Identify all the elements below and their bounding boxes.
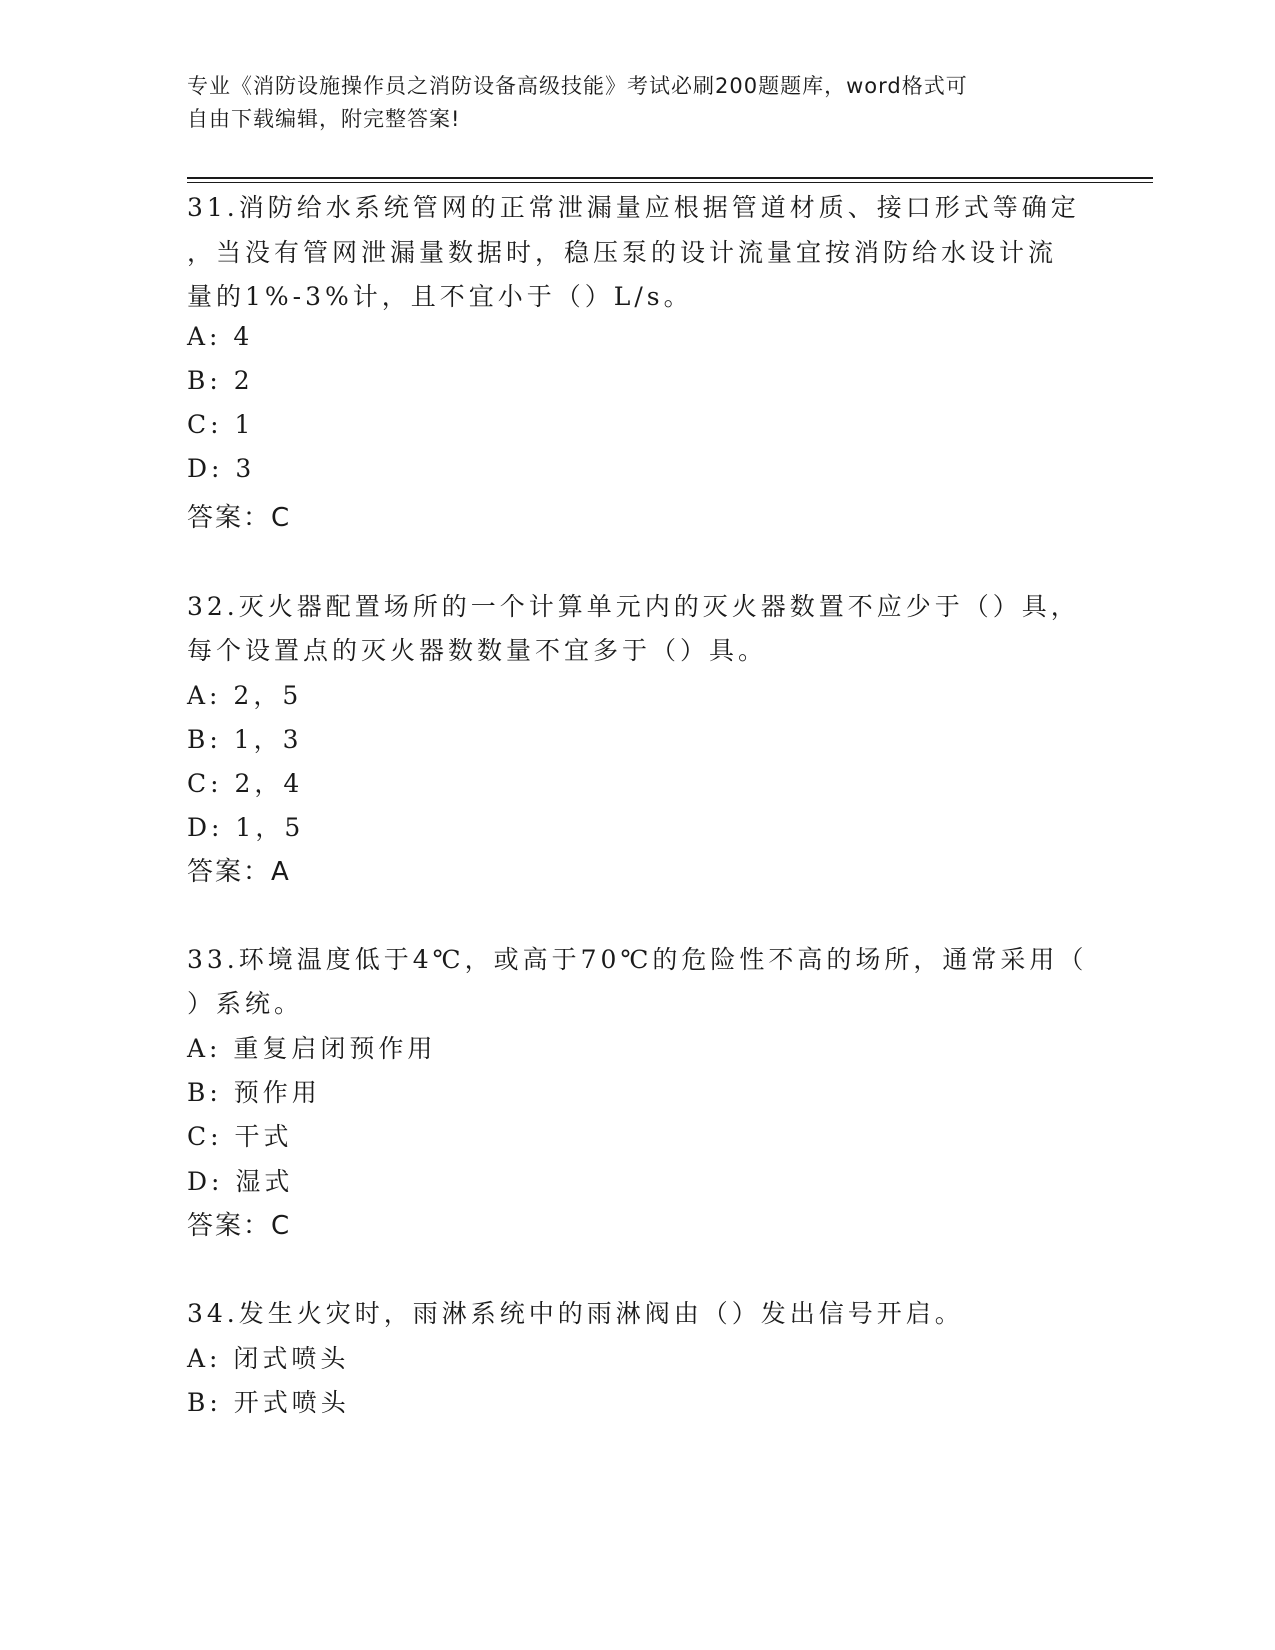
question-text-line: 32.灭火器配置场所的一个计算单元内的灭火器数置不应少于（）具， (187, 592, 1080, 621)
option-d: D: 湿式 (187, 1167, 294, 1196)
option-c: C: 1 (187, 410, 255, 439)
option-b: B: 2 (187, 366, 254, 395)
option-b: B: 1，3 (187, 725, 303, 754)
option-b: B: 开式喷头 (187, 1388, 350, 1417)
option-d: D: 3 (187, 454, 256, 483)
option-a: A: 重复启闭预作用 (187, 1034, 437, 1063)
answer: 答案：C (187, 503, 292, 533)
option-a: A: 2，5 (187, 681, 303, 710)
question-text-line: 量的1%-3%计，且不宜小于（）L/s。 (187, 282, 693, 311)
option-c: C: 2，4 (187, 769, 304, 798)
header-divider (187, 177, 1153, 183)
option-a: A: 4 (187, 322, 254, 351)
option-a: A: 闭式喷头 (187, 1344, 350, 1373)
document-header (187, 70, 1087, 136)
header-line-2: 自由下载编辑，附完整答案! (187, 107, 461, 131)
question-text-line: 34.发生火灾时，雨淋系统中的雨淋阀由（）发出信号开启。 (187, 1299, 964, 1328)
option-c: C: 干式 (187, 1122, 293, 1151)
answer: 答案：C (187, 1211, 292, 1241)
option-b: B: 预作用 (187, 1078, 321, 1107)
header-line-1: 专业《消防设施操作员之消防设备高级技能》考试必刷200题题库，word格式可 (187, 74, 968, 98)
question-text-line: ）系统。 (187, 989, 304, 1018)
question-text-line: 每个设置点的灭火器数数量不宜多于（）具。 (187, 636, 768, 665)
option-d: D: 1，5 (187, 813, 305, 842)
answer: 答案：A (187, 857, 291, 887)
question-text-line: ，当没有管网泄漏量数据时，稳压泵的设计流量宜按消防给水设计流 (187, 238, 1058, 267)
question-text-line: 33.环境温度低于4℃，或高于70℃的危险性不高的场所，通常采用（ (187, 945, 1088, 974)
question-text-line: 31.消防给水系统管网的正常泄漏量应根据管道材质、接口形式等确定 (187, 193, 1080, 222)
